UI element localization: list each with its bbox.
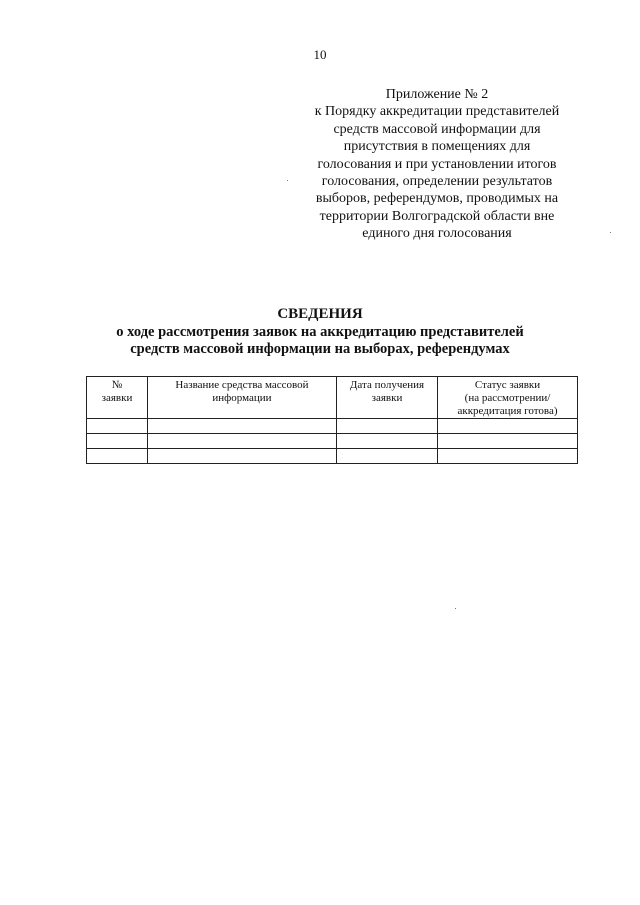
appendix-line: к Порядку аккредитации представителей <box>314 104 560 120</box>
table-cell <box>438 419 578 434</box>
page-number: 10 <box>313 47 327 62</box>
applications-table <box>86 376 578 464</box>
table-cell <box>87 419 148 434</box>
document-heading <box>0 304 640 358</box>
appendix-line: присутствия в помещениях для <box>343 139 531 155</box>
table-row <box>87 419 578 434</box>
column-header-line: заявки <box>371 392 403 404</box>
appendix-line: единого дня голосования <box>362 226 512 242</box>
document-title: СВЕДЕНИЯ <box>277 306 363 322</box>
column-header-line: Статус заявки <box>474 379 541 391</box>
table-header-row <box>87 377 578 419</box>
table-cell <box>87 449 148 464</box>
table-cell <box>148 449 337 464</box>
table-cell <box>148 434 337 449</box>
appendix-note <box>302 86 572 243</box>
table-cell <box>337 419 438 434</box>
scan-speck <box>287 180 288 181</box>
column-header-status <box>438 377 578 419</box>
column-header-number <box>87 377 148 419</box>
table-row <box>87 449 578 464</box>
column-header-line: (на рассмотрении/ <box>464 392 551 404</box>
document-subtitle-line-2: средств массовой информации на выборах, референдумах <box>130 341 510 357</box>
appendix-line: средств массовой информации для <box>333 121 541 137</box>
appendix-line: голосования и при установлении итогов <box>317 156 557 172</box>
table-cell <box>87 434 148 449</box>
column-header-line: Дата получения <box>349 379 425 391</box>
appendix-line: выборов, референдумов, проводимых на <box>315 191 559 207</box>
table-cell <box>438 449 578 464</box>
document-subtitle-line-1: о ходе рассмотрения заявок на аккредитацию представителей <box>116 324 524 340</box>
appendix-line: Приложение № 2 <box>385 87 489 102</box>
table-cell <box>438 434 578 449</box>
appendix-line: голосования, определении результатов <box>321 174 553 190</box>
column-header-media-name <box>148 377 337 419</box>
table-cell <box>148 419 337 434</box>
column-header-line: информации <box>212 392 272 404</box>
column-header-line: аккредитация готова) <box>457 405 558 417</box>
table-cell <box>337 434 438 449</box>
appendix-line: территории Волгоградской области вне <box>319 208 555 224</box>
column-header-line: Название средства массовой <box>175 379 309 391</box>
table-row <box>87 434 578 449</box>
column-header-line: заявки <box>101 392 133 404</box>
scan-speck <box>455 608 456 609</box>
scan-speck <box>610 232 611 233</box>
table-cell <box>337 449 438 464</box>
column-header-date-received <box>337 377 438 419</box>
column-header-line: № <box>111 379 123 391</box>
